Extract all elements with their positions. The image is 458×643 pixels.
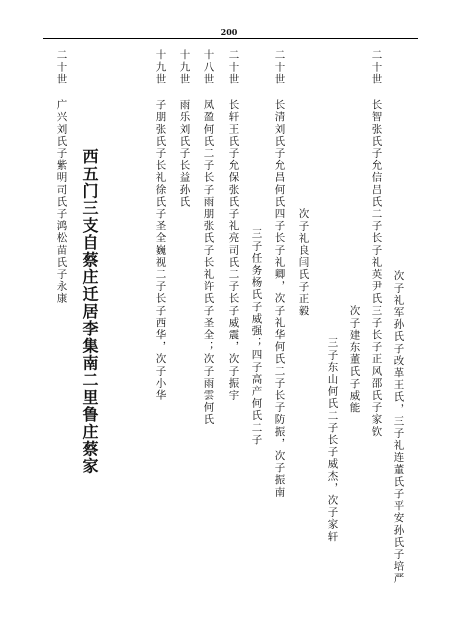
genealogy-line: 三子东山何氏二子长子威杰，次子家轩 [326, 337, 339, 543]
genealogy-line: 三子任务杨氏子威强；四子高产何氏二子 [250, 228, 263, 446]
genealogy-line: 十八世 凤盈何氏二子长子雨朋张氏子长礼许氏子圣全；次子雨雲何氏 [202, 49, 215, 426]
genealogy-line: 二十世 长智张氏子允信吕氏二子长子礼英尹氏三子长子正风邵氏子家钦 [370, 49, 383, 438]
genealogy-line: 二十世 长清刘氏子允昌何氏四子长子礼卿，次子礼华何氏二子长子防振，次子振南 [273, 49, 286, 499]
genealogy-line: 次子建东董氏子威能 [348, 305, 361, 414]
genealogy-line: 次子礼军孙氏子改革王氏，三子礼连董氏子平安孙氏子培严 [392, 270, 405, 585]
genealogy-line: 十九世 雨乐刘氏子长益孙氏 [178, 49, 191, 208]
section-title: 西五门三支自蔡庄迁居李集南二里鲁庄蔡家 [80, 148, 99, 475]
genealogy-line: 二十世 长轩王氏子允保张氏子礼亮司氏二子长子威震，次子振宇 [227, 49, 240, 402]
genealogy-line: 十九世 子朋张氏子长礼徐氏子圣全巍视二子长子西华，次子小华 [154, 49, 167, 402]
genealogy-line: 次子礼良闫氏子正毅 [297, 208, 310, 317]
page-number: 200 [220, 27, 238, 37]
genealogy-line: 二十世 广兴刘氏子紫明司氏子鸿松苗氏子永康 [55, 49, 68, 305]
header-rule [43, 38, 418, 39]
